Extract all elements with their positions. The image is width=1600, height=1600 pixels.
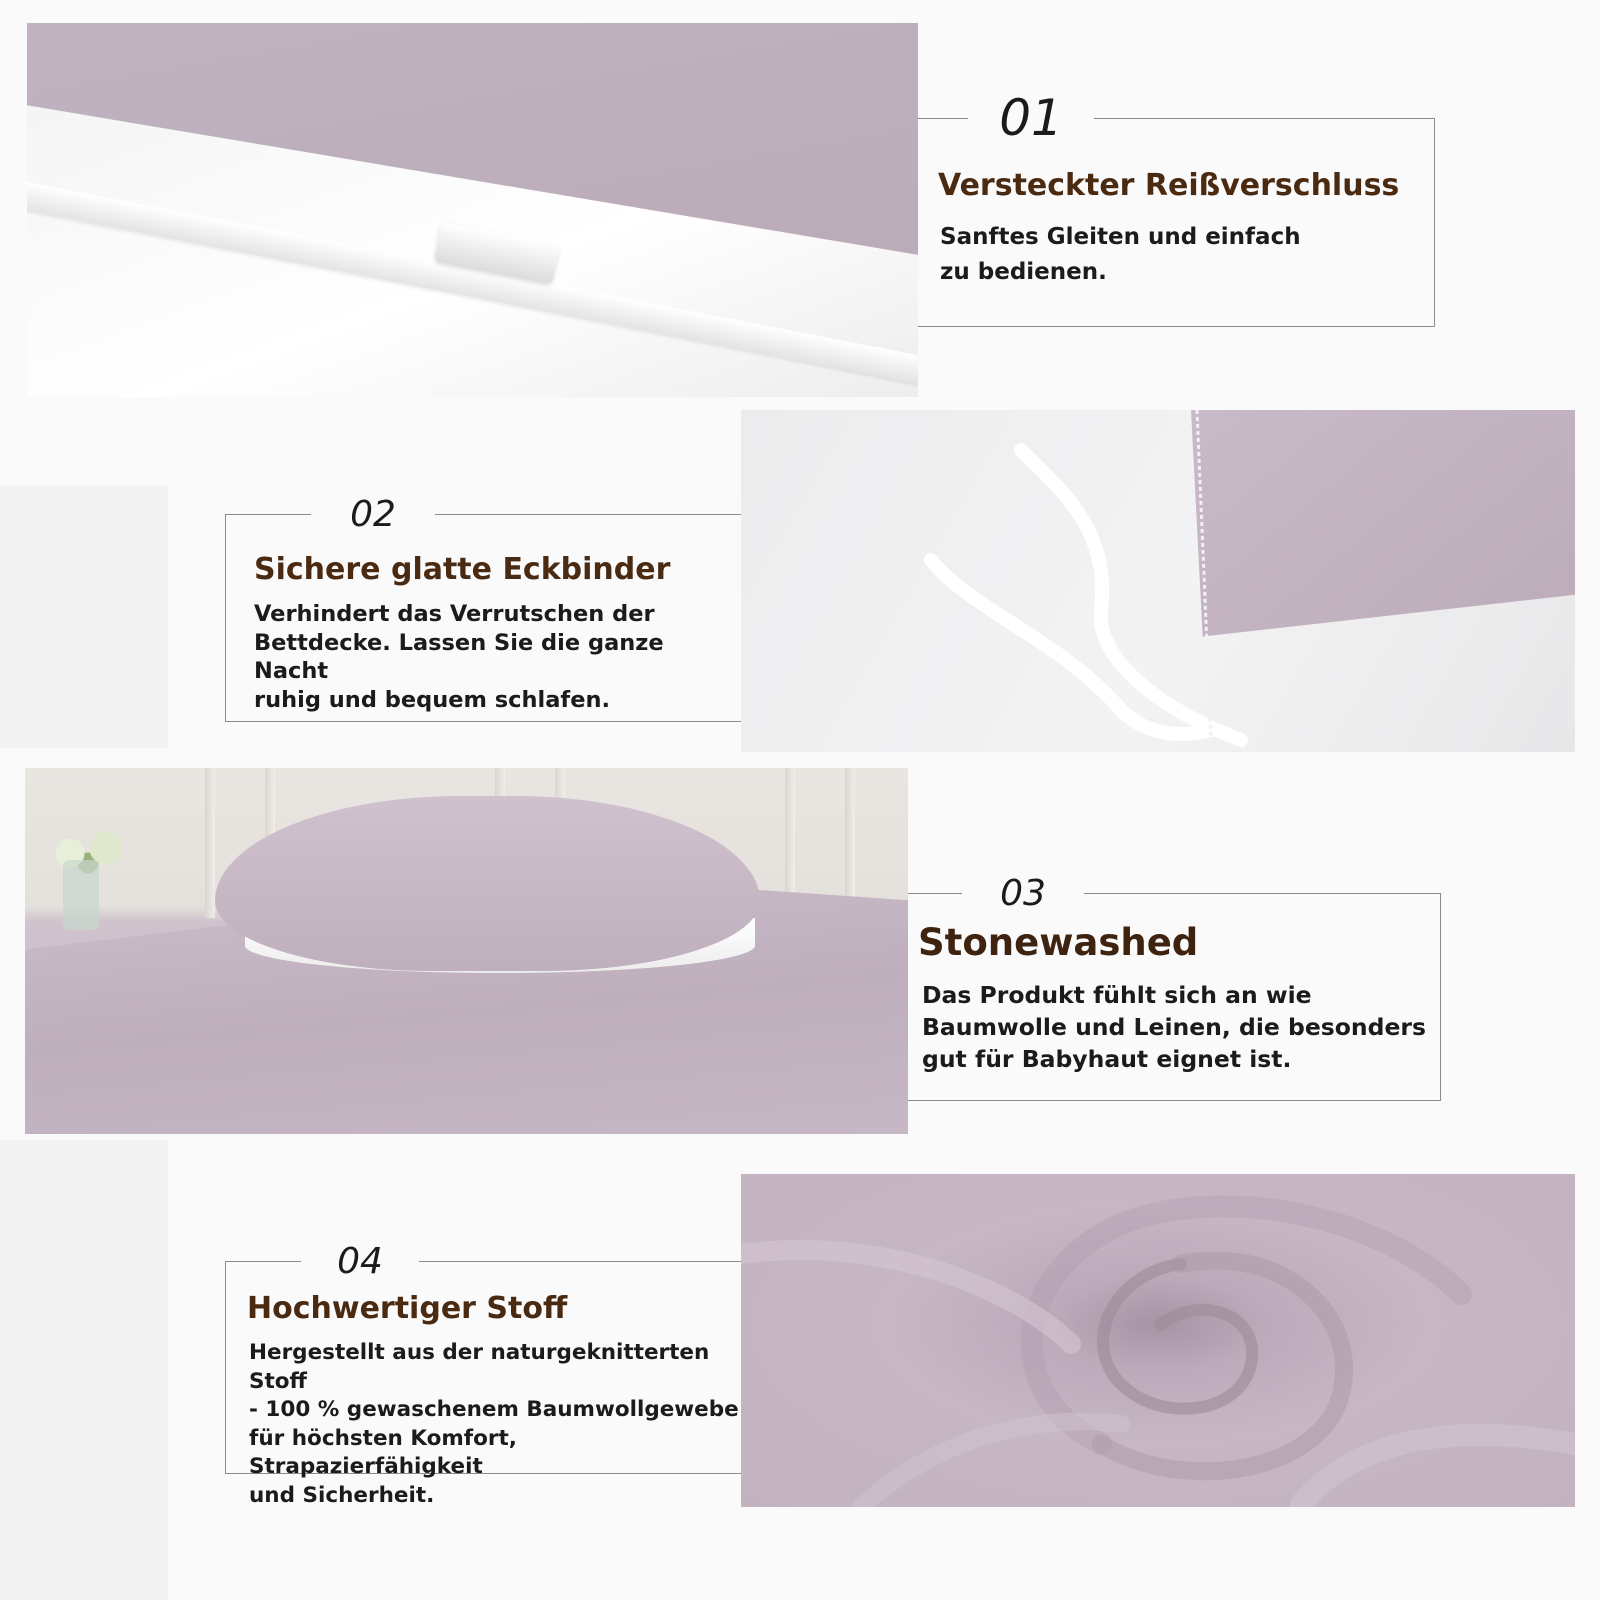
feature-number-wrap bbox=[962, 871, 1084, 915]
left-shade-panel-1 bbox=[0, 486, 168, 748]
wall-panel bbox=[205, 768, 215, 918]
feature-title: Versteckter Reißverschluss bbox=[938, 168, 1400, 203]
fabric-swirl-photo bbox=[741, 1174, 1575, 1507]
feature-description: Hergestellt aus der naturgeknitterten Stoff - 100 % gewaschenem Baumwollgewebe für höchsten Komfort, Strapazierfähigkeit und Sicherheit. bbox=[249, 1340, 739, 1508]
feature-description: Das Produkt fühlt sich an wie Baumwolle und Leinen, die besonders gut für Babyhaut eignet ist. bbox=[922, 981, 1426, 1073]
feature-number: 04 bbox=[337, 1240, 383, 1282]
vase-icon bbox=[63, 860, 99, 930]
feature-description: Verhindert das Verrutschen der Bettdecke. Lassen Sie die ganze Nacht ruhig und bequem schlafen. bbox=[254, 601, 664, 713]
feature-number: 01 bbox=[999, 89, 1063, 147]
left-shade-panel-2 bbox=[0, 1140, 168, 1600]
feature-number-wrap bbox=[968, 89, 1094, 147]
feature-number: 02 bbox=[350, 493, 396, 535]
feature-number-wrap bbox=[301, 1239, 419, 1283]
corner-ties-photo bbox=[741, 410, 1575, 752]
feature-number-wrap bbox=[311, 492, 435, 536]
wall-panel bbox=[845, 768, 855, 918]
feature-callout-2 bbox=[225, 493, 741, 722]
feature-title: Hochwertiger Stoff bbox=[247, 1291, 568, 1326]
pillow bbox=[215, 796, 760, 971]
feature-callout-4 bbox=[225, 1240, 741, 1508]
feature-title: Stonewashed bbox=[918, 921, 1199, 964]
feature-callout-1 bbox=[918, 89, 1435, 327]
feature-title: Sichere glatte Eckbinder bbox=[254, 552, 671, 587]
feature-number: 03 bbox=[1000, 872, 1046, 914]
feature-description: Sanftes Gleiten und einfach zu bedienen. bbox=[940, 224, 1301, 285]
ribbon-ties bbox=[741, 410, 1575, 752]
feature-callout-3 bbox=[908, 872, 1441, 1101]
fabric-folds bbox=[741, 1174, 1575, 1507]
zipper-photo bbox=[27, 23, 918, 397]
bed-photo bbox=[25, 768, 908, 1134]
